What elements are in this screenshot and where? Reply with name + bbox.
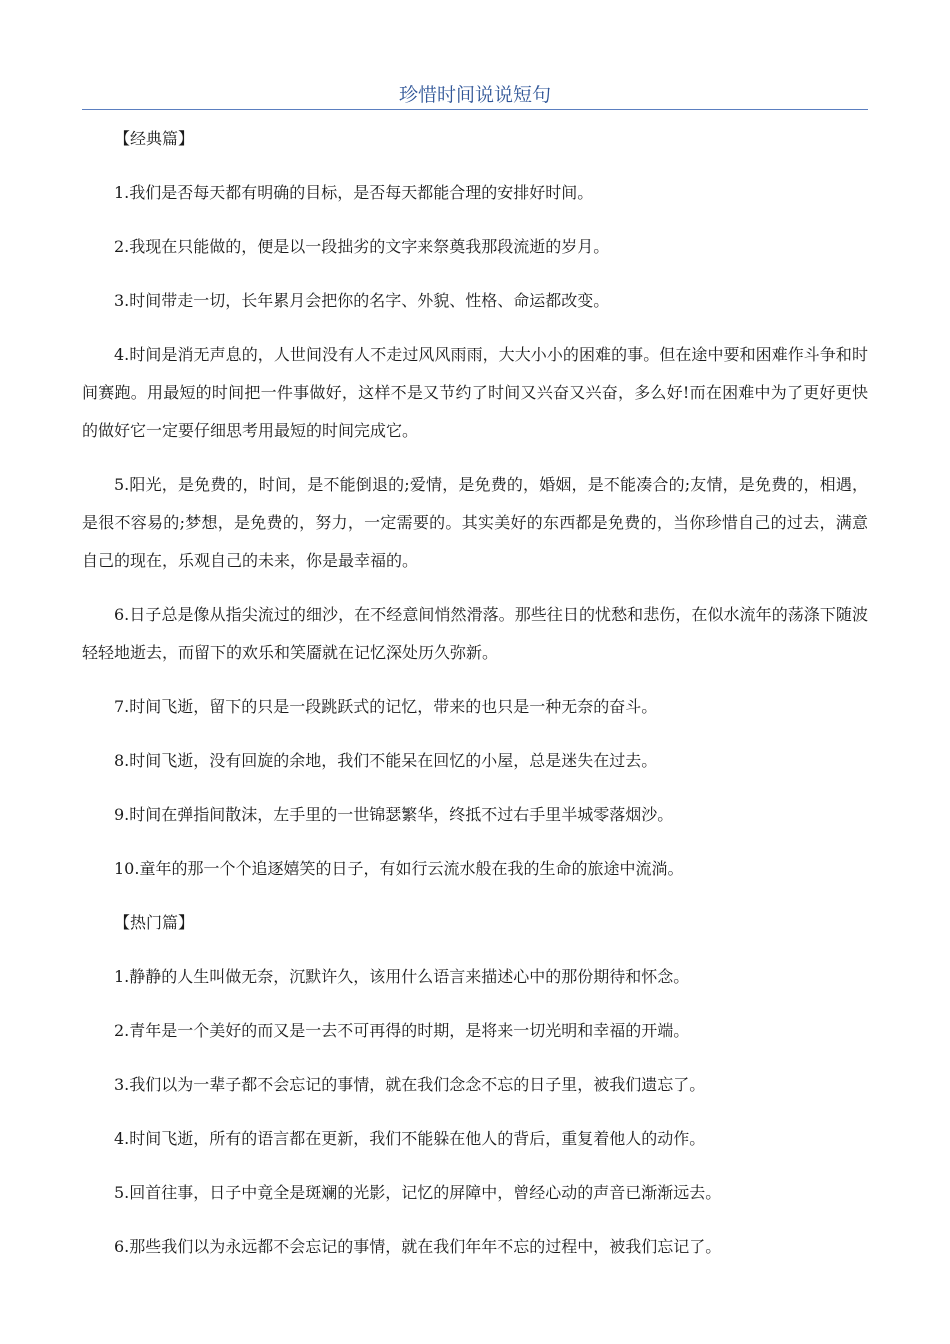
list-item: 6.日子总是像从指尖流过的细沙，在不经意间悄然滑落。那些往日的忧愁和悲伤，在似水流年的荡涤下随波轻轻地逝去，而留下的欢乐和笑靥就在记忆深处历久弥新。 (82, 605, 868, 662)
list-item: 4.时间飞逝，所有的语言都在更新，我们不能躲在他人的背后，重复着他人的动作。 (114, 1129, 706, 1148)
section-heading-popular: 【热门篇】 (114, 913, 195, 932)
list-item: 5.阳光，是免费的，时间，是不能倒退的;爱情，是免费的，婚姻，是不能凑合的;友情，是免费的，相遇，是很不容易的;梦想，是免费的，努力，一定需要的。其实美好的东西都是免费的，当你珍惜自己的过去，满意自己的现在，乐观自己的未来，你是最幸福的。 (82, 475, 868, 570)
list-item: 8.时间飞逝，没有回旋的余地，我们不能呆在回忆的小屋，总是迷失在过去。 (114, 751, 658, 770)
list-item: 5.回首往事，日子中竟全是斑斓的光影，记忆的屏障中，曾经心动的声音已渐渐远去。 (114, 1183, 722, 1202)
list-item: 4.时间是消无声息的，人世间没有人不走过风风雨雨，大大小小的困难的事。但在途中要和困难作斗争和时间赛跑。用最短的时间把一件事做好，这样不是又节约了时间又兴奋又兴奋，多么好!而在困难中为了更好更快的做好它一定要仔细思考用最短的时间完成它。 (82, 345, 868, 440)
title-divider (82, 109, 868, 110)
list-item: 6.那些我们以为永远都不会忘记的事情，就在我们年年不忘的过程中，被我们忘记了。 (114, 1237, 722, 1256)
list-item: 9.时间在弹指间散沫，左手里的一世锦瑟繁华，终抵不过右手里半城零落烟沙。 (114, 805, 674, 824)
section-heading-classic: 【经典篇】 (114, 129, 195, 148)
list-item: 2.青年是一个美好的而又是一去不可再得的时期，是将来一切光明和幸福的开端。 (114, 1021, 690, 1040)
page-title: 珍惜时间说说短句 (398, 84, 551, 106)
document-body (82, 120, 868, 1266)
list-item: 7.时间飞逝，留下的只是一段跳跃式的记忆，带来的也只是一种无奈的奋斗。 (114, 697, 658, 716)
list-item: 10.童年的那一个个追逐嬉笑的日子，有如行云流水般在我的生命的旅途中流淌。 (114, 859, 684, 878)
list-item: 2.我现在只能做的，便是以一段拙劣的文字来祭奠我那段流逝的岁月。 (114, 237, 610, 256)
list-item: 3.我们以为一辈子都不会忘记的事情，就在我们念念不忘的日子里，被我们遗忘了。 (114, 1075, 706, 1094)
list-item: 1.我们是否每天都有明确的目标，是否每天都能合理的安排好时间。 (114, 183, 594, 202)
list-item: 1.静静的人生叫做无奈，沉默许久，该用什么语言来描述心中的那份期待和怀念。 (114, 967, 690, 986)
list-item: 3.时间带走一切，长年累月会把你的名字、外貌、性格、命运都改变。 (114, 291, 610, 310)
